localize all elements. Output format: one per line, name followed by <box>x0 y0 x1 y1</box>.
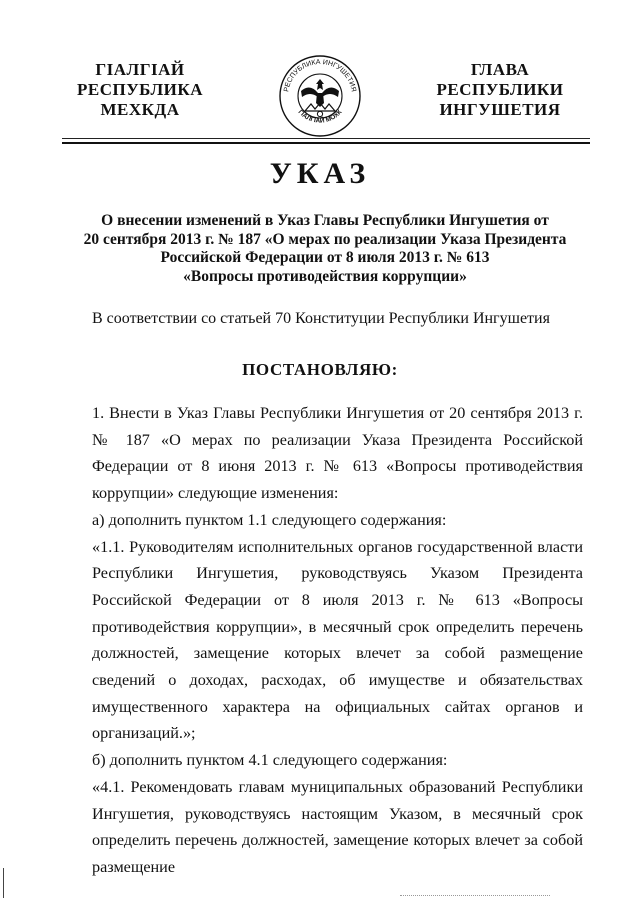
subject-line: «Вопросы противодействия коррупции» <box>183 267 467 285</box>
header-left-line: МЕХКДА <box>100 100 180 119</box>
eagle-icon <box>301 79 339 117</box>
scan-noise <box>400 895 550 897</box>
header-russian-title <box>400 60 600 120</box>
paragraph: «4.1. Рекомендовать главам муниципальных образований Республики Ингушетия, руководствуясь настоящим Указом, в месячный срок определить перечень должностей, замещение которых влечет за собой размещение <box>92 777 583 876</box>
header-divider-thick <box>62 142 590 144</box>
paragraph: 1. Внести в Указ Главы Республики Ингушетия от 20 сентября 2013 г. № 187 «О мерах по реализации Указа Президента Российской Федерации от 8 июня 2013 г. № 613 «Вопросы противодействия коррупции» следующие изменения: <box>92 404 583 503</box>
paragraph: б) дополнить пунктом 4.1 следующего содержания: <box>92 751 448 770</box>
subject-line: О внесении изменений в Указ Главы Республики Ингушетия от <box>101 212 549 229</box>
decree-word: ПОСТАНОВЛЯЮ: <box>242 360 398 379</box>
header-ingush-title <box>40 60 240 120</box>
emblem-bottom-text: ГIАЛГIАЙ МОХК <box>296 108 344 125</box>
header-right-line: РЕСПУБЛИКИ <box>436 80 564 99</box>
paragraph: а) дополнить пунктом 1.1 следующего содержания: <box>92 510 447 529</box>
subject-line: Российской Федерации от 8 июля 2013 г. № 613 <box>160 249 490 266</box>
decree-body <box>92 400 583 881</box>
document-title: УКАЗ <box>269 157 371 190</box>
decree-subject <box>60 212 590 286</box>
scan-edge-mark <box>3 868 8 898</box>
emblem-top-text: РЕСПУБЛИКА ИНГУШЕТИЯ <box>283 58 357 93</box>
state-emblem <box>277 53 363 139</box>
header-right-line: ИНГУШЕТИЯ <box>439 100 561 119</box>
header-left-line: РЕСПУБЛИКА <box>76 80 203 99</box>
header-right-line: ГЛАВА <box>470 60 530 79</box>
subject-line: 20 сентября 2013 г. № 187 «О мерах по реализации Указа Президента <box>83 230 567 248</box>
header-divider-thin <box>62 138 590 139</box>
header-left-line: ГIАЛГIАЙ <box>95 60 185 79</box>
paragraph: «1.1. Руководителям исполнительных органов государственной власти Республики Ингушетия, руководствуясь Указом Президента Российской Федерации от 8 июля 2013 г. № 613 «Вопросы противодействия коррупции», в месячный срок определить перечень должностей, замещение которых влечет за собой размещение сведений о доходах, расходах, об имуществе и обязательствах имущественного характера на официальных сайтах органов и организаций.»; <box>92 537 583 743</box>
preamble-text: В соответствии со статьей 70 Конституции Республики Ингушетия <box>92 310 550 327</box>
